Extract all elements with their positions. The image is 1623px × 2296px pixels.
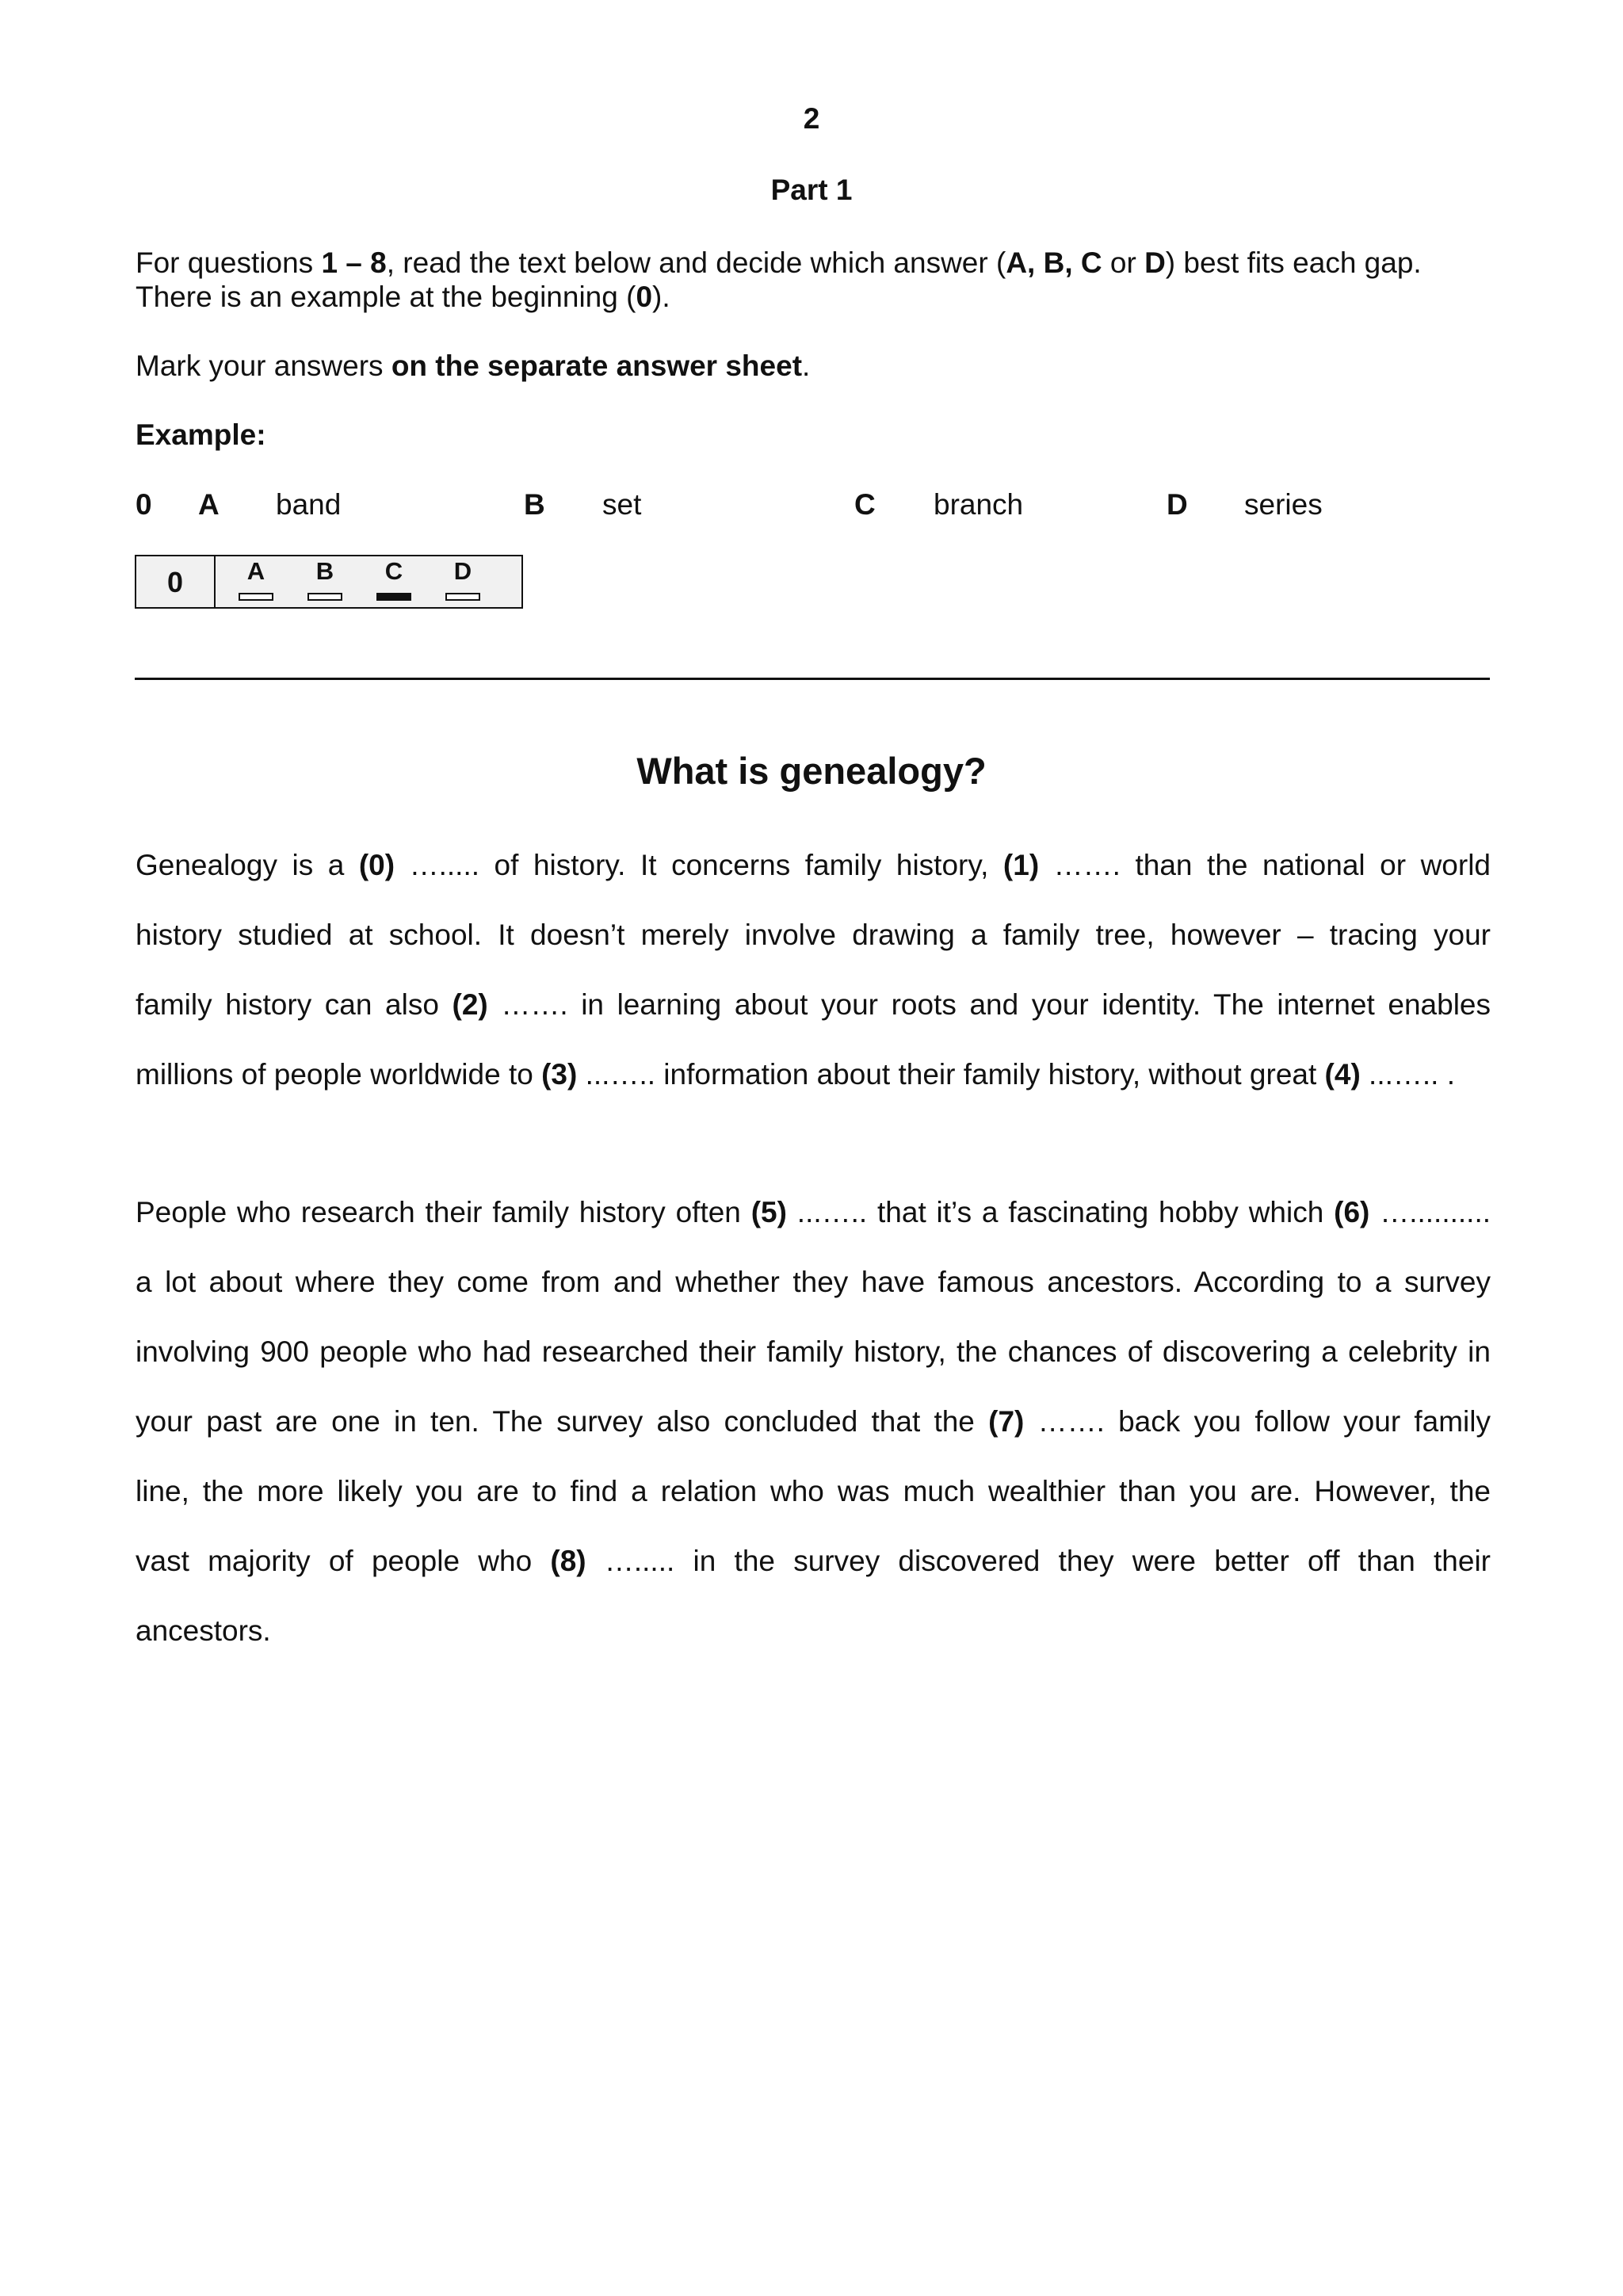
text-segment: ...….. . (1360, 1058, 1456, 1091)
answer-bubble-a[interactable] (239, 593, 273, 601)
gap-number: (1) (1002, 849, 1040, 881)
text-line (136, 1544, 1491, 1614)
text-segment: a lot about where they come from and whether they have famous ancestors. According to a survey (136, 1266, 1491, 1298)
page-number: 2 (803, 102, 820, 135)
instr-bold: A, B, C (1006, 246, 1102, 279)
answer-letter-b: B (315, 557, 334, 585)
instructions-line-2 (136, 280, 670, 315)
text-segment: Genealogy is a (136, 849, 359, 881)
text-line (136, 848, 1491, 918)
text-segment: ……. than the national or world (1039, 849, 1491, 881)
option-letter-d: D (1167, 488, 1188, 521)
text-segment: your past are one in ten. The survey also concluded that the (136, 1405, 989, 1438)
gap-number: (2) (452, 988, 488, 1021)
option-letter-c: C (854, 488, 876, 521)
text-segment: ancestors. (136, 1614, 271, 1647)
option-word-c: branch (934, 488, 1024, 521)
instr-text: ) best fits each gap. (1165, 246, 1422, 279)
gap-number: (5) (750, 1196, 787, 1228)
example-label: Example: (136, 418, 266, 451)
option-word-b: set (602, 488, 642, 521)
instr-bold: on the separate answer sheet (391, 350, 803, 382)
text-line (136, 1057, 1491, 1127)
text-segment: ...….. that it’s a fascinating hobby which (786, 1196, 1335, 1228)
text-line (136, 1404, 1491, 1474)
answer-bubble-c[interactable] (376, 593, 411, 601)
text-segment: vast majority of people who (136, 1545, 551, 1577)
answer-letter-d: D (453, 557, 472, 585)
instr-text: , read the text below and decide which answer ( (386, 246, 1006, 279)
gap-number: (0) (358, 849, 395, 881)
instr-text: ). (652, 281, 670, 313)
gap-number: (8) (550, 1545, 586, 1577)
gap-number: (7) (988, 1405, 1025, 1438)
text-line (136, 1335, 1491, 1404)
text-segment: People who research their family history often (136, 1196, 751, 1228)
answer-letter-c: C (384, 557, 403, 585)
text-line (136, 1195, 1491, 1265)
answer-bubble-d[interactable] (445, 593, 480, 601)
text-segment: millions of people worldwide to (136, 1058, 542, 1091)
gap-number: (4) (1324, 1058, 1361, 1091)
answer-box-number: 0 (136, 556, 216, 607)
text-title: What is genealogy? (636, 750, 987, 792)
instr-bold: D (1144, 246, 1166, 279)
instr-bold: 0 (636, 281, 653, 313)
option-word-a: band (276, 488, 342, 521)
text-segment: ……. in learning about your roots and your identity. The internet enables (487, 988, 1491, 1021)
example-answer-box (135, 555, 523, 609)
paragraph-1 (136, 848, 1491, 1127)
instructions-line-1 (136, 246, 1422, 281)
text-segment: family history can also (136, 988, 453, 1021)
text-segment: ...….. information about their family history, without great (577, 1058, 1325, 1091)
text-segment: involving 900 people who had researched their family history, the chances of discovering a celebrity in (136, 1335, 1491, 1368)
answer-bubble-b[interactable] (307, 593, 342, 601)
gap-number: (3) (541, 1058, 578, 1091)
paragraph-2 (136, 1195, 1491, 1683)
text-line (136, 1474, 1491, 1544)
text-line (136, 1265, 1491, 1335)
instr-bold: 1 – 8 (321, 246, 387, 279)
option-word-d: series (1244, 488, 1323, 521)
part-title: Part 1 (770, 174, 853, 206)
mark-instruction (136, 349, 810, 384)
text-segment: ….......... (1369, 1196, 1491, 1228)
text-line (136, 988, 1491, 1057)
answer-letter-a: A (246, 557, 265, 585)
gap-number: (6) (1334, 1196, 1370, 1228)
text-segment: history studied at school. It doesn’t merely involve drawing a family tree, however – tracing your (136, 919, 1491, 951)
text-line (136, 918, 1491, 988)
option-letter-a: A (198, 488, 220, 521)
text-segment: …..... of history. It concerns family history, (395, 849, 1003, 881)
text-segment: ……. back you follow your family (1024, 1405, 1491, 1438)
instr-text: There is an example at the beginning ( (136, 281, 636, 313)
text-segment: line, the more likely you are to find a relation who was much wealthier than you are. However, the (136, 1475, 1491, 1507)
instr-text: . (802, 350, 811, 382)
instr-text: or (1102, 246, 1145, 279)
example-number: 0 (136, 488, 152, 521)
instr-text: Mark your answers (136, 350, 391, 382)
text-segment: …..... in the survey discovered they were better off than their (586, 1545, 1491, 1577)
instr-text: For questions (136, 246, 322, 279)
section-divider (135, 678, 1490, 680)
option-letter-b: B (524, 488, 545, 521)
text-line (136, 1614, 1491, 1683)
